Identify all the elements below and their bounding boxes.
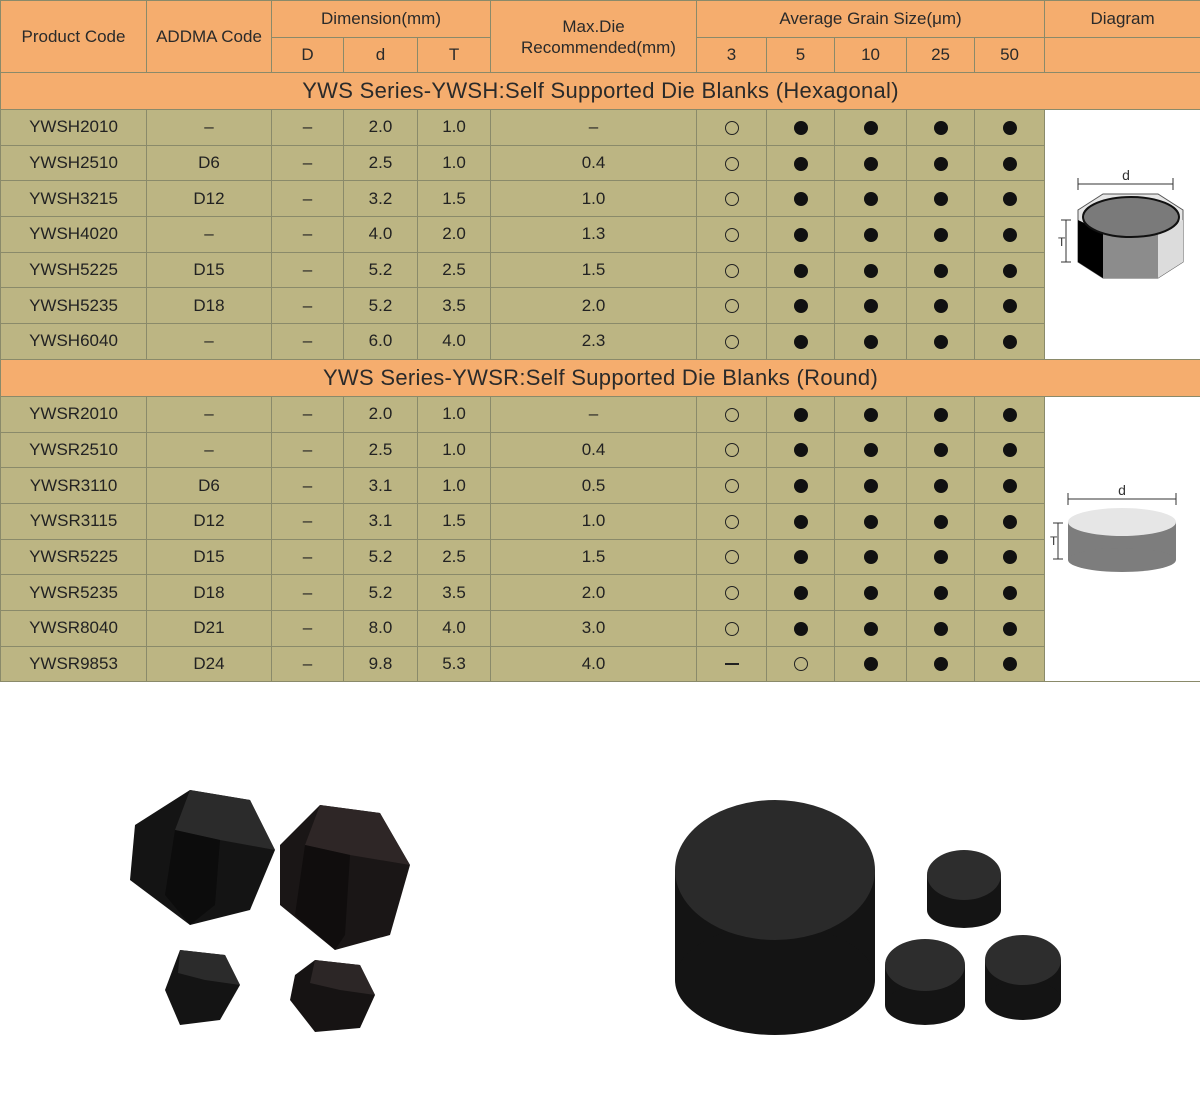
grain-cell [767, 539, 835, 575]
grain-cell [767, 575, 835, 611]
table-row [1, 610, 1200, 646]
grain-full-mark [934, 299, 948, 313]
grain-cell [975, 646, 1045, 682]
grain-full-mark [934, 515, 948, 529]
grain-full-mark [934, 157, 948, 171]
grain-cell [907, 252, 975, 288]
diagram-label-T: T [1057, 234, 1065, 249]
grain-full-mark [794, 157, 808, 171]
dim-T-cell: 2.5 [418, 539, 491, 575]
max-die-cell: 1.3 [491, 217, 697, 253]
grain-cell [767, 181, 835, 217]
addma-code-cell: D18 [147, 575, 272, 611]
grain-cell [907, 503, 975, 539]
grain-full-mark [794, 479, 808, 493]
grain-cell [697, 324, 767, 360]
grain-full-mark [794, 121, 808, 135]
dim-d-cell: 9.8 [344, 646, 418, 682]
header-dim-d: d [344, 38, 418, 73]
dim-T-cell: 3.5 [418, 288, 491, 324]
dim-T-cell: 1.0 [418, 432, 491, 468]
dim-d-cell: 6.0 [344, 324, 418, 360]
dim-d-cell: 5.2 [344, 575, 418, 611]
dim-T-cell: 1.0 [418, 468, 491, 504]
max-die-cell: 0.4 [491, 145, 697, 181]
table-row [1, 646, 1200, 682]
grain-full-mark [794, 443, 808, 457]
dim-D-cell: – [272, 575, 344, 611]
max-die-cell: – [491, 396, 697, 432]
grain-full-mark [864, 657, 878, 671]
grain-full-mark [934, 408, 948, 422]
max-die-cell: 1.0 [491, 503, 697, 539]
dim-d-cell: 4.0 [344, 217, 418, 253]
max-die-cell: 0.5 [491, 468, 697, 504]
max-die-cell: 0.4 [491, 432, 697, 468]
grain-full-mark [794, 622, 808, 636]
grain-cell [835, 610, 907, 646]
dim-D-cell: – [272, 217, 344, 253]
grain-full-mark [1003, 157, 1017, 171]
large-hex-blank-1 [130, 790, 275, 925]
grain-full-mark [864, 335, 878, 349]
table-body [1, 73, 1200, 682]
grain-cell [907, 324, 975, 360]
addma-code-cell: D21 [147, 610, 272, 646]
dim-d-cell: 2.5 [344, 432, 418, 468]
dim-D-cell: – [272, 646, 344, 682]
diagram-cell [1045, 110, 1200, 360]
addma-code-cell: D18 [147, 288, 272, 324]
grain-cell [835, 646, 907, 682]
addma-code-cell: – [147, 110, 272, 146]
grain-cell [697, 539, 767, 575]
grain-full-mark [934, 479, 948, 493]
product-code-cell: YWSH5225 [1, 252, 147, 288]
dim-d-cell: 3.1 [344, 503, 418, 539]
section-title: YWS Series-YWSH:Self Supported Die Blanks (Hexagonal) [1, 73, 1200, 110]
grain-cell [697, 432, 767, 468]
section-header-row [1, 73, 1200, 110]
hexagonal-diagram [1048, 162, 1198, 302]
dim-D-cell: – [272, 288, 344, 324]
header-grain-50: 50 [975, 38, 1045, 73]
product-code-cell: YWSH6040 [1, 324, 147, 360]
grain-cell [697, 503, 767, 539]
diagram-cell [1045, 396, 1200, 682]
product-code-cell: YWSR8040 [1, 610, 147, 646]
grain-full-mark [1003, 228, 1017, 242]
header-diagram-blank [1045, 38, 1200, 73]
large-round-blank [675, 800, 875, 1035]
max-die-cell: 2.0 [491, 288, 697, 324]
grain-cell [835, 575, 907, 611]
small-round-blank-2 [885, 939, 965, 1025]
grain-cell [697, 646, 767, 682]
grain-full-mark [934, 443, 948, 457]
max-die-cell: – [491, 110, 697, 146]
grain-cell [907, 539, 975, 575]
grain-full-mark [1003, 657, 1017, 671]
grain-cell [697, 575, 767, 611]
grain-cell [907, 396, 975, 432]
product-code-cell: YWSH2010 [1, 110, 147, 146]
header-grain-size: Average Grain Size(μm) [697, 1, 1045, 38]
grain-cell [975, 252, 1045, 288]
grain-cell [767, 145, 835, 181]
large-hex-blank-2 [280, 805, 410, 950]
grain-cell [697, 181, 767, 217]
dim-D-cell: – [272, 181, 344, 217]
grain-open-mark [725, 264, 739, 278]
grain-full-mark [864, 299, 878, 313]
grain-cell [697, 110, 767, 146]
dim-T-cell: 4.0 [418, 610, 491, 646]
grain-cell [907, 610, 975, 646]
dim-T-cell: 1.0 [418, 396, 491, 432]
table-row [1, 324, 1200, 360]
grain-cell [767, 288, 835, 324]
grain-full-mark [794, 408, 808, 422]
grain-cell [907, 575, 975, 611]
dim-d-cell: 8.0 [344, 610, 418, 646]
grain-full-mark [934, 586, 948, 600]
dim-d-cell: 5.2 [344, 539, 418, 575]
grain-full-mark [1003, 443, 1017, 457]
dim-D-cell: – [272, 610, 344, 646]
grain-open-mark [725, 228, 739, 242]
addma-code-cell: – [147, 396, 272, 432]
grain-cell [697, 468, 767, 504]
grain-cell [767, 432, 835, 468]
dim-D-cell: – [272, 539, 344, 575]
grain-cell [975, 324, 1045, 360]
grain-full-mark [864, 192, 878, 206]
dim-D-cell: – [272, 324, 344, 360]
header-addma-code: ADDMA Code [147, 1, 272, 73]
grain-full-mark [864, 586, 878, 600]
grain-cell [975, 396, 1045, 432]
dim-D-cell: – [272, 432, 344, 468]
small-hex-blank-2 [290, 960, 375, 1032]
grain-cell [767, 610, 835, 646]
grain-full-mark [1003, 192, 1017, 206]
grain-full-mark [864, 157, 878, 171]
grain-cell [697, 145, 767, 181]
grain-cell [767, 646, 835, 682]
table-row [1, 468, 1200, 504]
diagram-label-d: d [1117, 481, 1126, 498]
grain-full-mark [864, 408, 878, 422]
grain-cell [767, 396, 835, 432]
grain-full-mark [934, 192, 948, 206]
header-dim-D: D [272, 38, 344, 73]
grain-cell [697, 252, 767, 288]
table-row [1, 145, 1200, 181]
grain-full-mark [934, 228, 948, 242]
grain-full-mark [864, 228, 878, 242]
grain-cell [907, 288, 975, 324]
grain-full-mark [794, 192, 808, 206]
header-grain-5: 5 [767, 38, 835, 73]
small-round-blank-3 [985, 935, 1061, 1020]
product-code-cell: YWSR5235 [1, 575, 147, 611]
product-code-cell: YWSR3115 [1, 503, 147, 539]
grain-cell [835, 432, 907, 468]
grain-cell [907, 646, 975, 682]
product-code-cell: YWSR2510 [1, 432, 147, 468]
grain-full-mark [1003, 479, 1017, 493]
diagram-label-T: T [1049, 533, 1057, 548]
grain-full-mark [934, 264, 948, 278]
product-code-cell: YWSH4020 [1, 217, 147, 253]
grain-full-mark [794, 586, 808, 600]
addma-code-cell: D15 [147, 539, 272, 575]
header-dimension: Dimension(mm) [272, 1, 491, 38]
grain-open-mark [725, 192, 739, 206]
grain-full-mark [864, 550, 878, 564]
table-row [1, 252, 1200, 288]
grain-open-mark [725, 335, 739, 349]
grain-full-mark [1003, 335, 1017, 349]
grain-full-mark [794, 299, 808, 313]
grain-full-mark [934, 335, 948, 349]
section-header-row [1, 359, 1200, 396]
grain-full-mark [1003, 408, 1017, 422]
max-die-cell: 3.0 [491, 610, 697, 646]
grain-cell [697, 396, 767, 432]
grain-open-mark [725, 408, 739, 422]
grain-open-mark [725, 443, 739, 457]
small-hex-blank-1 [165, 950, 240, 1025]
small-round-blank-1 [927, 850, 1001, 928]
max-die-cell: 1.0 [491, 181, 697, 217]
grain-full-mark [1003, 264, 1017, 278]
grain-full-mark [794, 228, 808, 242]
product-code-cell: YWSR9853 [1, 646, 147, 682]
dim-d-cell: 5.2 [344, 252, 418, 288]
dim-d-cell: 3.1 [344, 468, 418, 504]
table-row [1, 181, 1200, 217]
addma-code-cell: D12 [147, 181, 272, 217]
product-code-cell: YWSH5235 [1, 288, 147, 324]
dim-d-cell: 2.0 [344, 110, 418, 146]
dim-T-cell: 1.0 [418, 110, 491, 146]
grain-cell [767, 252, 835, 288]
addma-code-cell: – [147, 217, 272, 253]
grain-none-mark [725, 663, 739, 665]
grain-cell [975, 610, 1045, 646]
header-product-code: Product Code [1, 1, 147, 73]
addma-code-cell: D24 [147, 646, 272, 682]
max-die-cell: 1.5 [491, 252, 697, 288]
grain-cell [767, 217, 835, 253]
grain-cell [975, 288, 1045, 324]
grain-cell [767, 324, 835, 360]
header-grain-10: 10 [835, 38, 907, 73]
grain-full-mark [794, 550, 808, 564]
grain-cell [697, 288, 767, 324]
dim-T-cell: 1.5 [418, 503, 491, 539]
grain-cell [975, 145, 1045, 181]
max-die-cell: 1.5 [491, 539, 697, 575]
grain-full-mark [1003, 299, 1017, 313]
grain-cell [835, 503, 907, 539]
grain-full-mark [864, 121, 878, 135]
grain-full-mark [864, 479, 878, 493]
grain-open-mark [725, 622, 739, 636]
grain-cell [975, 110, 1045, 146]
grain-full-mark [1003, 121, 1017, 135]
grain-cell [767, 503, 835, 539]
product-code-cell: YWSR2010 [1, 396, 147, 432]
grain-full-mark [1003, 586, 1017, 600]
dim-D-cell: – [272, 396, 344, 432]
dim-d-cell: 2.5 [344, 145, 418, 181]
header-grain-25: 25 [907, 38, 975, 73]
product-code-cell: YWSR3110 [1, 468, 147, 504]
grain-cell [975, 181, 1045, 217]
dim-D-cell: – [272, 110, 344, 146]
grain-cell [975, 432, 1045, 468]
dim-d-cell: 5.2 [344, 288, 418, 324]
grain-full-mark [794, 264, 808, 278]
addma-code-cell: D15 [147, 252, 272, 288]
grain-cell [835, 396, 907, 432]
round-blanks-photo [665, 780, 1075, 1050]
grain-open-mark [725, 479, 739, 493]
dim-D-cell: – [272, 503, 344, 539]
grain-open-mark [725, 299, 739, 313]
grain-cell [907, 181, 975, 217]
section-title: YWS Series-YWSR:Self Supported Die Blanks (Round) [1, 359, 1200, 396]
grain-open-mark [725, 157, 739, 171]
product-code-cell: YWSH2510 [1, 145, 147, 181]
grain-full-mark [1003, 550, 1017, 564]
grain-full-mark [864, 443, 878, 457]
grain-full-mark [934, 657, 948, 671]
product-code-cell: YWSR5225 [1, 539, 147, 575]
grain-open-mark [725, 515, 739, 529]
grain-cell [835, 217, 907, 253]
product-code-cell: YWSH3215 [1, 181, 147, 217]
table-row [1, 217, 1200, 253]
grain-full-mark [864, 515, 878, 529]
hexagonal-blanks-photo [120, 785, 420, 1045]
grain-open-mark [725, 586, 739, 600]
grain-cell [975, 217, 1045, 253]
header-max-die: Max.Die Recommended(mm) [491, 1, 697, 73]
addma-code-cell: – [147, 324, 272, 360]
table-row [1, 396, 1200, 432]
grain-cell [907, 110, 975, 146]
dim-D-cell: – [272, 252, 344, 288]
grain-full-mark [934, 121, 948, 135]
table-row [1, 432, 1200, 468]
grain-cell [767, 468, 835, 504]
header-dim-T: T [418, 38, 491, 73]
grain-cell [835, 324, 907, 360]
grain-full-mark [794, 335, 808, 349]
grain-cell [907, 217, 975, 253]
header-grain-3: 3 [697, 38, 767, 73]
diagram-label-d: d [1121, 166, 1130, 183]
round-diagram [1048, 477, 1198, 597]
dim-D-cell: – [272, 468, 344, 504]
dim-d-cell: 3.2 [344, 181, 418, 217]
grain-full-mark [794, 515, 808, 529]
dim-T-cell: 4.0 [418, 324, 491, 360]
grain-cell [835, 252, 907, 288]
grain-full-mark [1003, 515, 1017, 529]
dim-T-cell: 2.0 [418, 217, 491, 253]
table-row [1, 288, 1200, 324]
table-row [1, 575, 1200, 611]
dim-T-cell: 2.5 [418, 252, 491, 288]
table-row [1, 539, 1200, 575]
grain-cell [697, 610, 767, 646]
dim-T-cell: 5.3 [418, 646, 491, 682]
dim-d-cell: 2.0 [344, 396, 418, 432]
max-die-cell: 2.3 [491, 324, 697, 360]
header-diagram: Diagram [1045, 1, 1200, 38]
table-row [1, 110, 1200, 146]
grain-full-mark [934, 622, 948, 636]
max-die-cell: 2.0 [491, 575, 697, 611]
grain-cell [975, 539, 1045, 575]
addma-code-cell: D6 [147, 468, 272, 504]
dim-T-cell: 3.5 [418, 575, 491, 611]
addma-code-cell: D12 [147, 503, 272, 539]
grain-cell [767, 110, 835, 146]
grain-full-mark [934, 550, 948, 564]
grain-open-mark [794, 657, 808, 671]
grain-open-mark [725, 550, 739, 564]
grain-cell [697, 217, 767, 253]
grain-cell [835, 539, 907, 575]
grain-full-mark [864, 622, 878, 636]
grain-cell [907, 468, 975, 504]
grain-cell [975, 503, 1045, 539]
dim-T-cell: 1.0 [418, 145, 491, 181]
grain-cell [835, 181, 907, 217]
grain-full-mark [1003, 622, 1017, 636]
grain-cell [835, 145, 907, 181]
addma-code-cell: – [147, 432, 272, 468]
grain-cell [975, 468, 1045, 504]
grain-cell [835, 468, 907, 504]
max-die-cell: 4.0 [491, 646, 697, 682]
addma-code-cell: D6 [147, 145, 272, 181]
grain-cell [835, 110, 907, 146]
table-row [1, 503, 1200, 539]
grain-cell [907, 432, 975, 468]
dim-D-cell: – [272, 145, 344, 181]
grain-full-mark [864, 264, 878, 278]
grain-cell [975, 575, 1045, 611]
dim-T-cell: 1.5 [418, 181, 491, 217]
grain-cell [835, 288, 907, 324]
grain-cell [907, 145, 975, 181]
grain-open-mark [725, 121, 739, 135]
